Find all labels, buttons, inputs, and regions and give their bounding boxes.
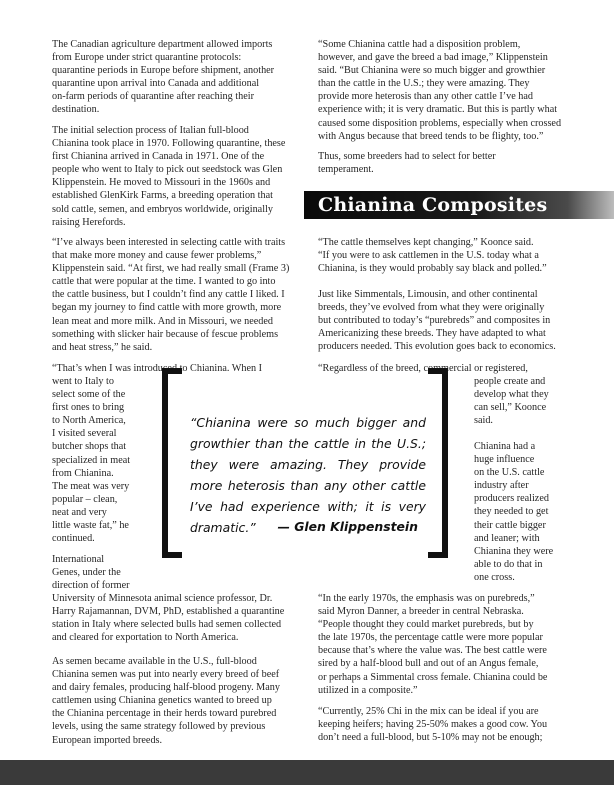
left-paragraph-3: “I’ve always been interested in selecting cattle with traits that make more money and cause fewer problems,” Klippenstein said. “At first, we had really small (Frame 3) cattle that were popular at the time. I wanted to go into the cattle business, but I couldn’t find any cattle I liked. I began my journey to find cattle with more growth, more lean meat and more milk. And in Missouri, we needed something with slicker hair because of fescue problems and heat stress,” he said. <box>52 237 290 353</box>
left-paragraph-1: The Canadian agriculture department allowed imports from Europe under strict quarantine protocols: quarantine periods in Europe before shipment, another quarantine upon arrival into Canada and additional on-farm periods of quarantine after reaching their destination. <box>52 39 275 116</box>
pull-quote-attribution: — Glen Klippenstein <box>277 519 418 534</box>
left-paragraph-5-wrap: International Genes, under the direction of former <box>52 554 130 592</box>
pull-quote-left-bracket <box>162 368 182 558</box>
section-heading: Chianina Composites <box>318 194 548 216</box>
section-heading-bar <box>304 191 614 219</box>
right-paragraph-2: Thus, some breeders had to select for better temperament. <box>318 151 496 176</box>
pull-quote-right-bracket <box>428 368 448 558</box>
right-paragraph-8: “Currently, 25% Chi in the mix can be ideal if you are keeping heifers; having 25-50% makes a good cow. You don’t need a full-blood, but 5-10% may not be enough; <box>318 706 548 744</box>
left-paragraph-6: As semen became available in the U.S., full-blood Chianina semen was put into nearly every breed of beef and dairy females, producing half-blood progeny. Many cattlemen using Chianina genetics wanted to breed up the Chianina percentage in their herds toward purebred levels, using the same strategy followed by previous European imported breeds. <box>52 656 280 746</box>
right-paragraph-3: “The cattle themselves kept changing,” Koonce said. “If you were to ask cattlemen in the U.S. today what a Chianina, is they would probably say black and polled.” <box>318 237 547 275</box>
right-paragraph-5-line1: “Regardless of the breed, commercial or registered, <box>318 363 528 374</box>
right-paragraph-5-wrap: people create and develop what they can sell,” Koonce said. <box>474 376 549 427</box>
left-paragraph-4-line1: “That’s when I was introduced to Chianina. When I <box>52 363 263 374</box>
right-paragraph-7: “In the early 1970s, the emphasis was on purebreds,” said Myron Danner, a breeder in central Nebraska. “People thought they could market purebreds, but by the late 1970s, the percentage cattle were more popular because that’s where the value was. The best cattle were sired by a half-blood bull and out of an Angus female, or perhaps a Simmental cross female. Chianina could be utilized in a composite.” <box>318 593 548 696</box>
right-paragraph-4: Just like Simmentals, Limousin, and other continental breeds, they’ve evolved from what they were originally but contributed to today’s “purebreds” and composites in Americanizing these breeds. They have adapted to what producers needed. This evolution goes back to economics. <box>318 289 556 353</box>
right-paragraph-1: “Some Chianina cattle had a disposition problem, however, and gave the breed a bad image,” Klippenstein said. “But Chianina were so much bigger and growthier than the cattle in the U.S.; they were amazing. They provide more heterosis than any other cattle I’ve had experience with; it is very dramatic. But this is partly what caused some disposition problems, especially when crossed with Angus because that breed tends to be flighty, too.” <box>318 39 562 142</box>
left-paragraph-5: University of Minnesota animal science professor, Dr. Harry Rajamannan, DVM, PhD, established a quarantine station in Italy where selected bulls had semen collected and cleared for exportation to North America. <box>52 593 285 644</box>
left-paragraph-4-wrap: went to Italy to select some of the first ones to bring to North America, I visited several butcher shops that specialized in meat from Chianina. The meat was very popular – clean, neat and very little waste fat,” he continued. <box>52 376 131 545</box>
right-paragraph-6: Chianina had a huge influence on the U.S. cattle industry after producers realized they needed to get their cattle bigger and leaner; with Chianina they were able to do that in one cross. <box>474 441 554 583</box>
pull-quote-text: “Chianina were so much bigger and growthier than the cattle in the U.S.; they were amazing. They provide more heterosis than any other cattle I’ve had experience with; it is very dramatic.” <box>190 415 426 535</box>
footer-bar <box>0 760 614 785</box>
left-paragraph-2: The initial selection process of Italian full-blood Chianina took place in 1970. Following quarantine, these first Chianina arrived in Canada in 1971. One of the people who went to Italy to pick out seedstock was Glen Klippenstein. He moved to Missouri in the 1960s and established GlenKirk Farms, a breeding operation that sold cattle, semen, and embryos worldwide, originally raising Herefords. <box>52 125 286 228</box>
